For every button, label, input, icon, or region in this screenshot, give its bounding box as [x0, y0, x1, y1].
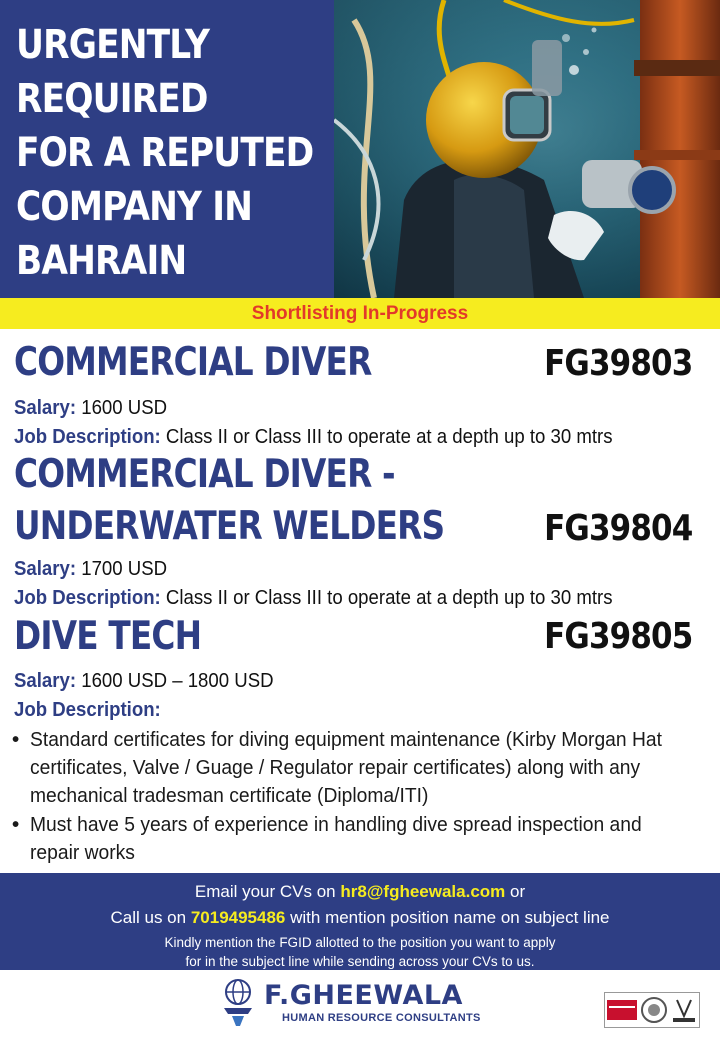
footer	[0, 970, 720, 1038]
hero-headline-line: FOR A REPUTED	[16, 130, 314, 176]
list-item	[12, 726, 712, 810]
bullet-icon: •	[12, 728, 20, 751]
hero-headline-line: COMPANY IN	[16, 184, 253, 230]
job-description	[14, 426, 613, 449]
hero-headline-line: BAHRAIN	[16, 238, 187, 284]
job-title: UNDERWATER WELDERS	[14, 504, 445, 549]
contact-band	[0, 873, 720, 970]
phone-line	[0, 905, 720, 931]
job-description	[14, 587, 613, 610]
job-title: COMMERCIAL DIVER	[14, 340, 372, 385]
email-suffix: or	[510, 882, 526, 901]
email-link[interactable]: hr8@fgheewala.com	[340, 882, 506, 901]
bureau-veritas-seal-icon	[640, 996, 668, 1024]
status-banner	[0, 298, 720, 329]
description-label: Job Description:	[14, 699, 161, 721]
job-code: FG39804	[543, 508, 692, 549]
bullet-icon: •	[12, 813, 20, 836]
salary-value: 1700 USD	[81, 558, 168, 580]
brand-tagline: HUMAN RESOURCE CONSULTANTS	[282, 1012, 481, 1024]
salary-label: Salary:	[14, 558, 77, 580]
iso-certificate-icon	[607, 996, 637, 1024]
status-banner-text: Shortlisting In-Progress	[251, 302, 469, 324]
call-prefix: Call us on	[110, 908, 187, 927]
job-salary	[14, 558, 167, 581]
note-line: for in the subject line while sending across your CVs to us.	[185, 954, 535, 969]
globe-logo-icon	[218, 978, 258, 1028]
hero-headline-panel	[0, 0, 334, 298]
note-line: Kindly mention the FGID allotted to the position you want to apply	[164, 935, 556, 950]
diver-photo	[334, 0, 720, 298]
salary-label: Salary:	[14, 397, 77, 419]
job-code: FG39805	[543, 616, 692, 657]
description-label: Job Description:	[14, 426, 161, 448]
job-salary	[14, 397, 167, 420]
list-item-text: Standard certificates for diving equipment maintenance (Kirby Morgan Hat certificates, Valve / Guage / Regulator repair certificates) along with any mechanical tradesman certificate (Diploma/ITI)	[30, 728, 662, 807]
hero-headline-line: URGENTLY	[16, 22, 210, 68]
job-description	[14, 699, 161, 722]
job-salary	[14, 670, 274, 693]
job-title: DIVE TECH	[14, 614, 202, 659]
email-line	[0, 879, 720, 905]
hero-section	[0, 0, 720, 298]
salary-value: 1600 USD	[81, 397, 168, 419]
requirements-list	[12, 726, 712, 868]
call-suffix: with mention position name on subject line	[290, 908, 610, 927]
ukas-mark-icon	[671, 996, 697, 1024]
hero-headline-line: REQUIRED	[16, 76, 208, 122]
salary-label: Salary:	[14, 670, 77, 692]
description-label: Job Description:	[14, 587, 161, 609]
salary-value: 1600 USD – 1800 USD	[81, 670, 274, 692]
list-item	[12, 811, 712, 867]
instruction-note	[0, 933, 720, 971]
list-item-text: Must have 5 years of experience in handling dive spread inspection and repair works	[30, 813, 642, 864]
certification-badges	[604, 992, 700, 1028]
phone-link[interactable]: 7019495486	[190, 908, 286, 927]
brand-logo: F.GHEEWALA	[264, 980, 463, 1011]
description-value: Class II or Class III to operate at a depth up to 30 mtrs	[165, 426, 613, 448]
diver-illustration	[334, 0, 720, 298]
hero-headline	[16, 18, 343, 288]
email-prefix: Email your CVs on	[194, 882, 336, 901]
job-title: COMMERCIAL DIVER -	[14, 452, 395, 497]
description-value: Class II or Class III to operate at a depth up to 30 mtrs	[165, 587, 613, 609]
job-code: FG39803	[543, 343, 692, 384]
